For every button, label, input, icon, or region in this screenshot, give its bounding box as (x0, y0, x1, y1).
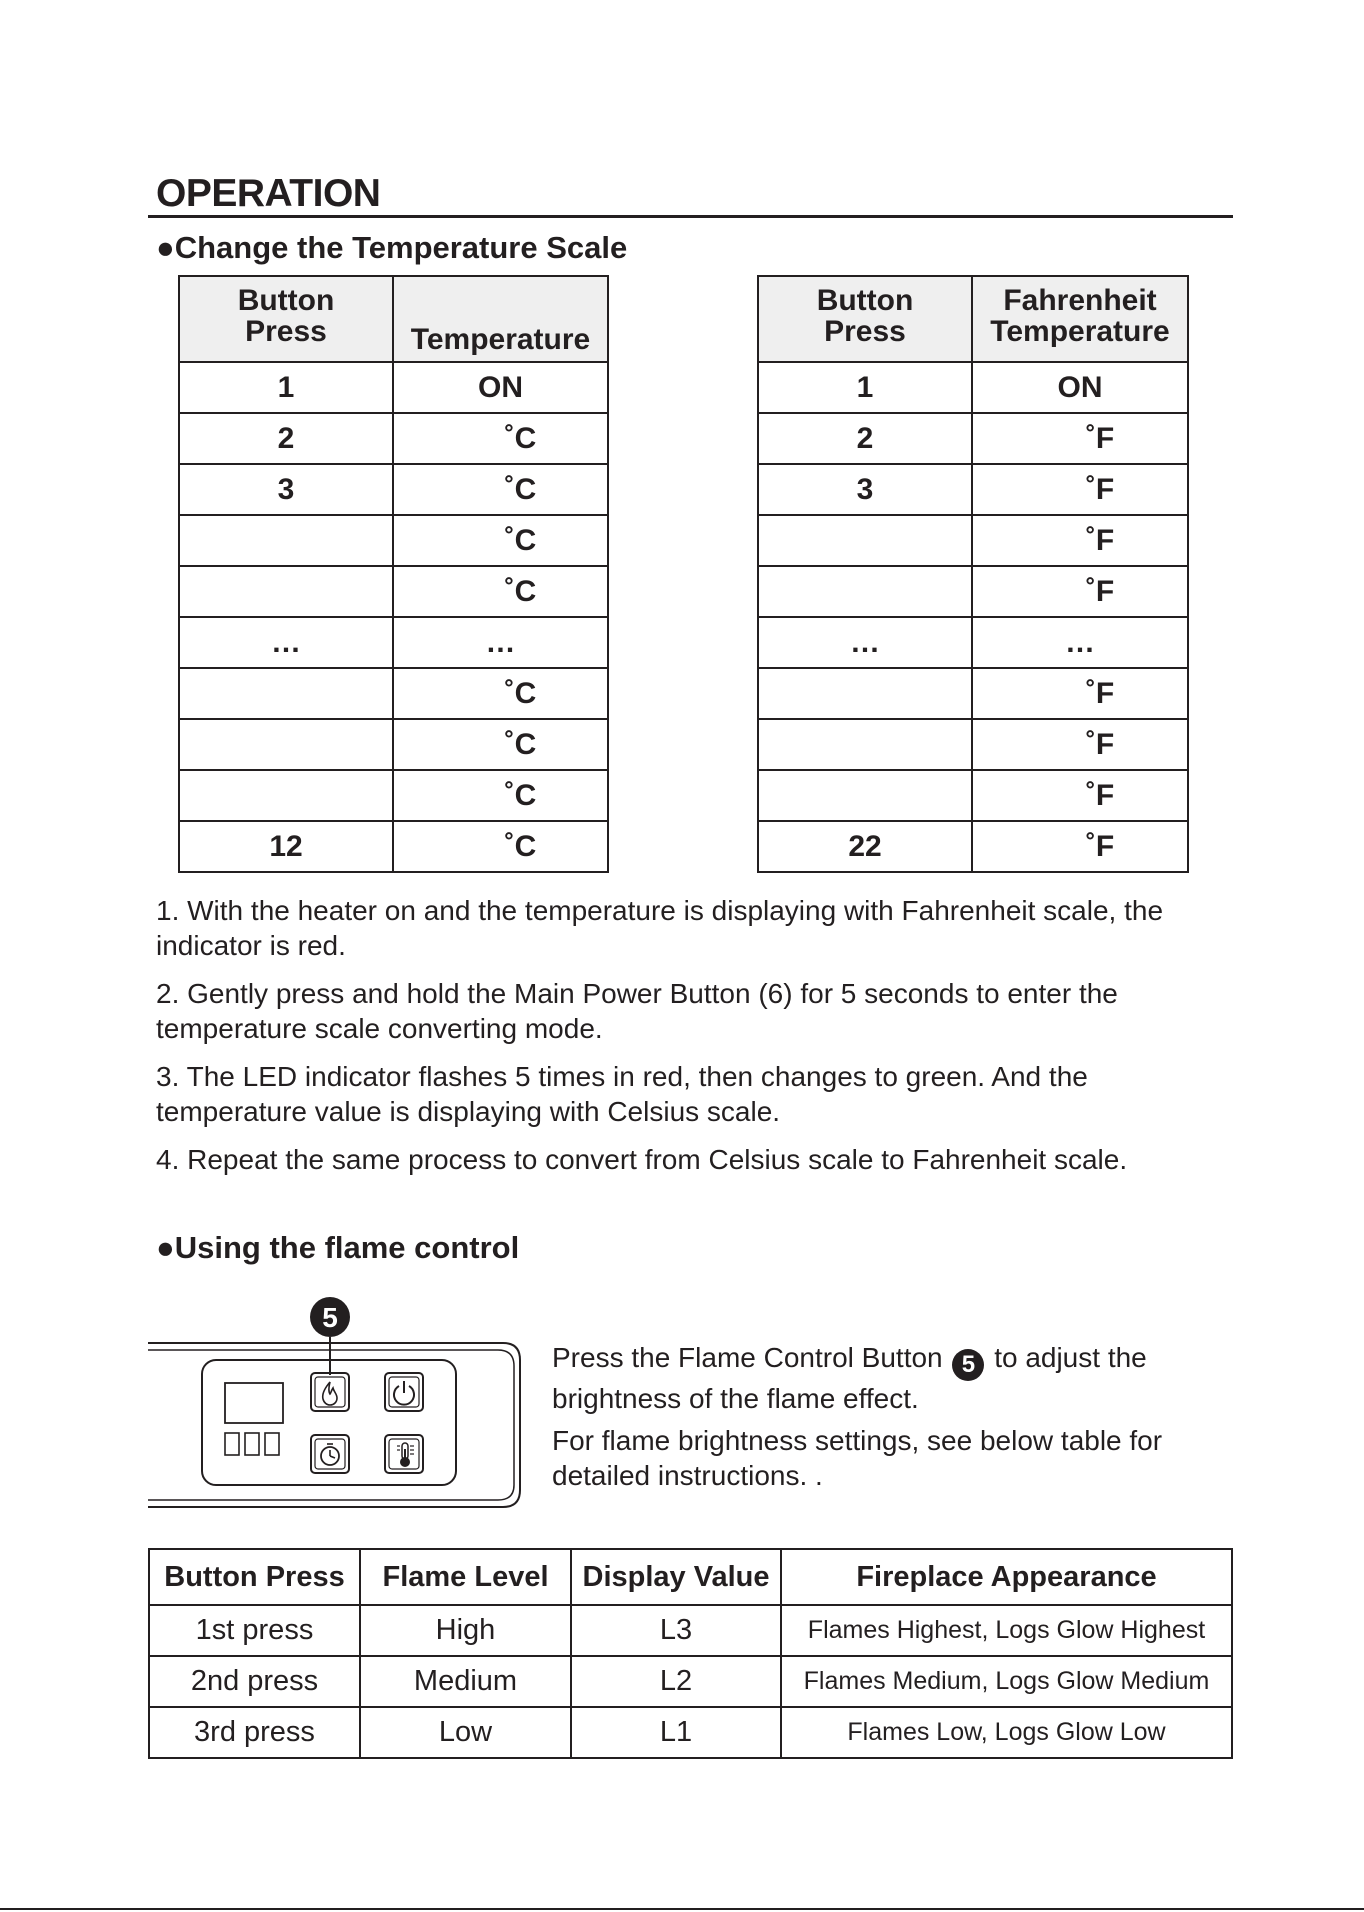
table-cell: ˚F (972, 668, 1188, 719)
power-icon[interactable] (385, 1373, 423, 1411)
flame-icon[interactable] (311, 1373, 349, 1411)
table-cell: Low (360, 1707, 571, 1758)
table-cell: ˚C (393, 719, 608, 770)
table-cell: 2 (179, 413, 393, 464)
table-cell (758, 515, 972, 566)
table-header: Flame Level (360, 1549, 571, 1605)
table-cell: L2 (571, 1656, 781, 1707)
control-panel-svg (148, 1297, 528, 1517)
table-cell: … (393, 617, 608, 668)
table-cell (179, 515, 393, 566)
table-cell (758, 719, 972, 770)
table-cell: Flames Medium, Logs Glow Medium (781, 1656, 1232, 1707)
table-cell: ˚C (393, 821, 608, 872)
step-4: 4. Repeat the same process to convert from Celsius scale to Fahrenheit scale. (156, 1144, 1128, 1175)
table-row (149, 1605, 1232, 1656)
table-cell: 2nd press (149, 1656, 360, 1707)
control-panel-illustration (148, 1297, 528, 1517)
step-3: 3. The LED indicator flashes 5 times in red, then changes to green. And the temperature value is displaying with Celsius scale. (156, 1061, 1088, 1127)
table-cell: … (972, 617, 1188, 668)
flame-instruction-2: For flame brightness settings, see below table for detailed instructions. . (552, 1425, 1163, 1491)
table-cell: … (179, 617, 393, 668)
step-2: 2. Gently press and hold the Main Power Button (6) for 5 seconds to enter the temperature scale converting mode. (156, 978, 1118, 1044)
table-cell (758, 566, 972, 617)
table-cell: ON (972, 362, 1188, 413)
table-cell (179, 770, 393, 821)
table-cell: L3 (571, 1605, 781, 1656)
table-cell: 3 (758, 464, 972, 515)
table-cell: Medium (360, 1656, 571, 1707)
table-cell: ˚F (972, 464, 1188, 515)
table-cell: 2 (758, 413, 972, 464)
table-header: Button Press (758, 276, 972, 362)
table-cell: ˚F (972, 770, 1188, 821)
fahrenheit-table (757, 275, 1189, 873)
table-header: Fahrenheit Temperature (972, 276, 1188, 362)
table-cell: Flames Low, Logs Glow Low (781, 1707, 1232, 1758)
flame-button-callout: 5 (952, 1349, 984, 1381)
table-header: Button Press (179, 276, 393, 362)
table-cell: High (360, 1605, 571, 1656)
flame-level-table (148, 1548, 1233, 1759)
table-header: Display Value (571, 1549, 781, 1605)
table-cell: ˚F (972, 719, 1188, 770)
table-cell: Flames Highest, Logs Glow Highest (781, 1605, 1232, 1656)
temp-scale-heading: ●Change the Temperature Scale (156, 230, 628, 265)
thermometer-icon[interactable] (385, 1435, 423, 1473)
table-cell: ˚F (972, 566, 1188, 617)
table-header: Fireplace Appearance (781, 1549, 1232, 1605)
table-cell: 1 (179, 362, 393, 413)
table-cell: 3rd press (149, 1707, 360, 1758)
table-cell: ON (393, 362, 608, 413)
table-cell: L1 (571, 1707, 781, 1758)
celsius-table (178, 275, 609, 873)
table-cell (179, 566, 393, 617)
table-cell: ˚F (972, 821, 1188, 872)
table-cell: … (758, 617, 972, 668)
table-row (149, 1707, 1232, 1758)
table-cell: 1 (758, 362, 972, 413)
table-cell: 22 (758, 821, 972, 872)
page-title: OPERATION (156, 172, 381, 215)
table-cell (758, 668, 972, 719)
step-1: 1. With the heater on and the temperature is displaying with Fahrenheit scale, the indicator is red. (156, 895, 1164, 961)
table-header: Temperature (393, 276, 608, 362)
page-bottom-rule (0, 1908, 1364, 1910)
flame-instruction-1: Press the Flame Control Button 5 to adjust the brightness of the flame effect. (552, 1342, 1147, 1414)
table-cell (179, 668, 393, 719)
table-cell: 3 (179, 464, 393, 515)
table-cell: ˚C (393, 566, 608, 617)
table-cell: ˚C (393, 515, 608, 566)
callout-number: 5 (322, 1302, 338, 1333)
table-cell: ˚C (393, 668, 608, 719)
table-cell: ˚C (393, 770, 608, 821)
flame-control-heading: ●Using the flame control (156, 1230, 520, 1265)
table-cell: 1st press (149, 1605, 360, 1656)
table-cell (179, 719, 393, 770)
table-cell: ˚F (972, 413, 1188, 464)
table-cell: 12 (179, 821, 393, 872)
timer-icon[interactable] (311, 1435, 349, 1473)
table-cell (758, 770, 972, 821)
table-header: Button Press (149, 1549, 360, 1605)
table-cell: ˚F (972, 515, 1188, 566)
table-row (149, 1656, 1232, 1707)
table-cell: ˚C (393, 413, 608, 464)
title-divider (148, 215, 1233, 218)
table-cell: ˚C (393, 464, 608, 515)
